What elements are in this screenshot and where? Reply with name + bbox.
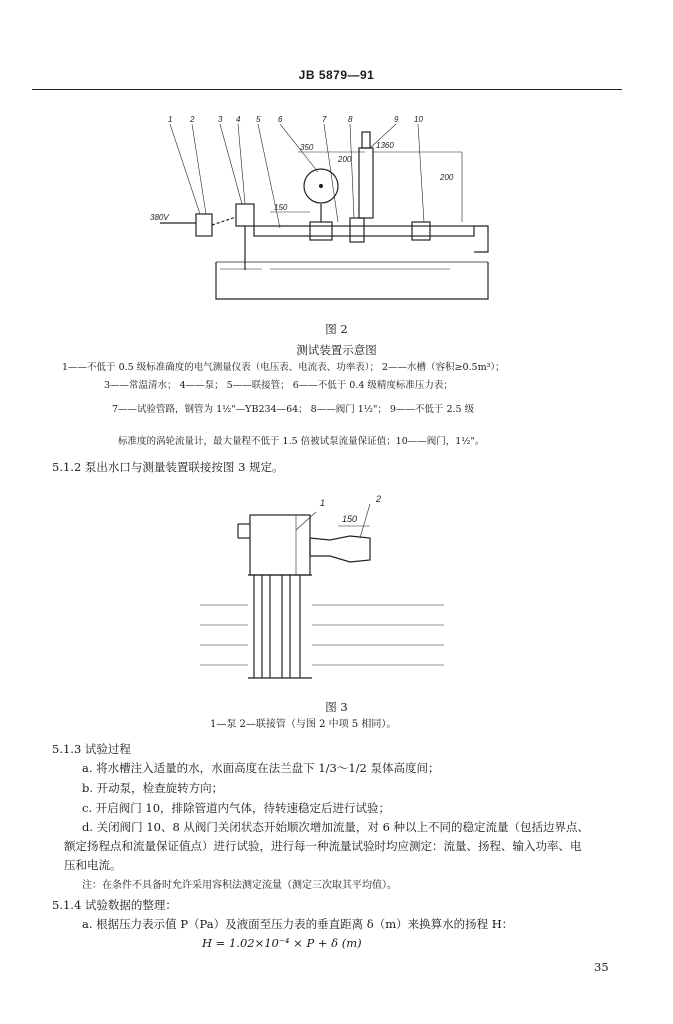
figure-2-caption-line-2: 3——常温清水； 4——泵； 5——联接管； 6——不低于 0.4 级精度标准压力表； — [104, 380, 453, 391]
figure-2-caption-line-1: 1——不低于 0.5 级标准确度的电气测量仪表（电压表、电流表、功率表）； 2——水槽（容积≥0.5m³）； — [62, 362, 505, 373]
section-5-1-3-item-a: a. 将水槽注入适量的水，水面高度在法兰盘下 1/3～1/2 泵体高度间； — [82, 761, 440, 775]
callout-7: 7 — [322, 115, 327, 124]
figure-2-label: 图 2 — [325, 322, 348, 336]
callout-8: 8 — [348, 115, 353, 124]
standard-number-header: JB 5879—91 — [298, 68, 375, 82]
figure-2-caption-line-4: 标准度的涡轮流量计，最大量程不低于 1.5 倍被试泵流量保证值；10——阀门，1½"。 — [118, 436, 485, 447]
paragraph-5-1-2: 5.1.2 泵出水口与测量装置联接按图 3 规定。 — [52, 460, 284, 474]
callout-9: 9 — [394, 115, 399, 124]
fig3-dim-150: 150 — [342, 514, 358, 524]
voltage-label: 380V — [150, 213, 169, 222]
page-number: 35 — [594, 960, 609, 974]
section-5-1-3-item-b: b. 开动泵，检查旋转方向； — [82, 781, 224, 795]
section-5-1-4-item-a: a. 根据压力表示值 P（Pa）及液面至压力表的垂直距离 δ（m）来换算水的扬程 H： — [82, 917, 514, 931]
figure-2-caption-line-3: 7——试验管路，钢管为 1½"—YB234—64； 8——阀门 1½"； 9——不低于 2.5 级 — [112, 404, 475, 415]
head-formula: H = 1.02×10⁻⁴ × P + δ (m) — [202, 936, 362, 950]
dim-200-a: 200 — [338, 155, 352, 164]
fig3-callout-2: 2 — [376, 494, 382, 504]
dim-150: 150 — [274, 203, 288, 212]
callout-5: 5 — [256, 115, 261, 124]
figure-3-label: 图 3 — [325, 700, 348, 714]
section-5-1-4-heading: 5.1.4 试验数据的整理： — [52, 898, 177, 912]
figure-3-pump-connection-diagram — [200, 490, 460, 690]
callout-4: 4 — [236, 115, 241, 124]
callout-3: 3 — [218, 115, 223, 124]
callout-10: 10 — [414, 115, 423, 124]
callout-2: 2 — [190, 115, 195, 124]
dim-1360: 1360 — [376, 141, 394, 150]
dim-350: 350 — [300, 143, 314, 152]
section-5-1-3-item-d: d. 关闭阀门 10、8 从阀门关闭状态开始顺次增加流量，对 6 种以上不同的稳定流量（包括边界点、 — [82, 820, 590, 834]
section-5-1-3-item-c: c. 开启阀门 10，排除管道内气体，待转速稳定后进行试验； — [82, 801, 391, 815]
header-rule — [32, 89, 622, 90]
section-5-1-3-note: 注：在条件不具备时允许采用容积法测定流量（测定三次取其平均值）。 — [82, 880, 397, 891]
dim-200-b: 200 — [440, 173, 454, 182]
fig3-callout-1: 1 — [320, 498, 326, 508]
figure-2-test-rig-diagram — [150, 112, 510, 312]
figure-2-title: 测试装置示意图 — [296, 343, 377, 357]
section-5-1-3-item-d-cont-2: 压和电流。 — [64, 858, 122, 872]
callout-1: 1 — [168, 115, 173, 124]
section-5-1-3-heading: 5.1.3 试验过程 — [52, 742, 131, 756]
figure-3-caption: 1—泵 2—联接管（与图 2 中项 5 相同）。 — [210, 719, 397, 730]
callout-6: 6 — [278, 115, 283, 124]
section-5-1-3-item-d-cont-1: 额定扬程点和流量保证值点）进行试验，进行每一种流量试验时均应测定：流量、扬程、输入功率、电 — [64, 839, 582, 853]
